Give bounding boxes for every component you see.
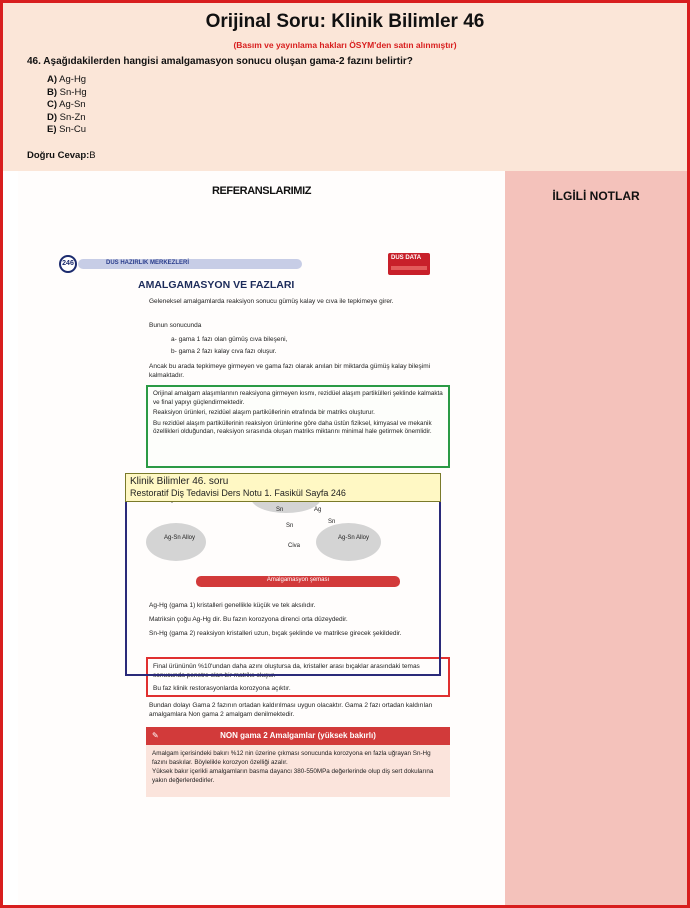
highlight-note bbox=[125, 473, 441, 502]
correct-answer: Doğru Cevap:B bbox=[27, 150, 96, 161]
references-title: REFERANSLARIMIZ bbox=[211, 185, 312, 197]
highlight-outline bbox=[125, 473, 441, 676]
paragraph: Sn-Hg (gama 2) reaksiyon kristalleri uzun, bıçak şeklinde ve matrikse girecek şekildedir. bbox=[149, 630, 402, 637]
page-number: 246 bbox=[59, 255, 77, 273]
nongama-body: Amalgam içerisindeki bakırı %12 nin üzerine çıkması sonucunda korozyona en fazla uğrayan Sn-Hg fazını baskılar. Böylelikle korozyon özelliği azalır. Yüksek bakır içerikli amalgamların basma dayancı 380-550MPa değerlerinde olup diş sert dokularına yakın değerlerdedirler. bbox=[146, 745, 450, 797]
info-box-green: Orijinal amalgam alaşımlarının reaksiyona girmeyen kısmı, rezidüel alaşım partikülleri şeklinde kalmakta ve final yapıyı güçlendirmektedir. Reaksiyon ürünleri, rezidüel alaşım partiküllerinin etrafında bir matriks oluşturur. Bu rezidüel alaşım partiküllerinin reaksiyon ürünlerine göre daha üstün fiziksel, kimyasal ve mekanik özellikleri olduğundan, reaksiyon sırasında oluşan matriks miktarını minimal hale getirmek önemlidir. bbox=[146, 385, 450, 468]
option-c: C) Ag-Sn bbox=[47, 99, 86, 110]
list-item: b- gama 2 fazı kalay cıva fazı oluşur. bbox=[171, 348, 277, 355]
pencil-icon: ✎ bbox=[152, 731, 159, 740]
paragraph: Bundan dolayı Gama 2 fazının ortadan kaldırılması uygun olacaktır. Gama 2 fazı ortadan kaldırılan amalgamlara Non gama 2 amalgam denilmektedir. bbox=[149, 702, 433, 718]
copyright-note: (Basım ve yayınlama hakları ÖSYM'den satın alınmıştır) bbox=[233, 40, 457, 50]
page-header-label: DUS HAZIRLIK MERKEZLERİ bbox=[106, 260, 189, 266]
list-item: a- gama 1 fazı olan gümüş cıva bileşeni, bbox=[171, 336, 288, 343]
question-text: 46. Aşağıdakilerden hangisi amalgamasyon sonucu oluşan gama-2 fazını belirtir? bbox=[27, 56, 413, 67]
option-e: E) Sn-Cu bbox=[47, 124, 87, 135]
paragraph: Geleneksel amalgamlarda reaksiyon sonucu gümüş kalay ve cıva ile tepkimeye girer. bbox=[149, 298, 394, 305]
highlight-source: Restoratif Diş Tedavisi Ders Notu 1. Fasikül Sayfa 246 bbox=[130, 488, 346, 498]
info-box-red: Final ürününün %10'undan daha azını oluştursa da, kristaller arası bıçaklar arasındaki temas sonucunda penetre olan bir matriks oluşur. Bu faz klinik restorasyonlarda korozyona açıktır. bbox=[146, 657, 450, 697]
paragraph: Ancak bu arada tepkimeye girmeyen ve gama fazı olarak anılan bir miktarda gümüş kalay bileşimi kalmaktadır. bbox=[149, 363, 431, 379]
page-title: Orijinal Soru: Klinik Bilimler 46 bbox=[205, 11, 485, 32]
notes-panel bbox=[505, 171, 687, 905]
notes-title: İLGİLİ NOTLAR bbox=[552, 189, 640, 203]
paragraph: Ag-Hg (gama 1) kristalleri genellikle küçük ve tek aksılıdır. bbox=[149, 602, 316, 609]
amalgamation-diagram: Sn Ag Sn Ag-Sn Alloy Ag-Sn Alloy Civa Sn Amalgamasyon şeması bbox=[146, 483, 450, 583]
paragraph: Matriksin çoğu Ag-Hg dir. Bu fazın korozyona direnci orta düzeydedir. bbox=[149, 616, 348, 623]
diagram-caption: Amalgamasyon şeması bbox=[266, 577, 330, 583]
dus-data-logo: DUS DATA bbox=[388, 253, 430, 275]
highlight-title: Klinik Bilimler 46. soru bbox=[130, 476, 229, 487]
option-a: A) Ag-Hg bbox=[47, 74, 87, 85]
paragraph: Bunun sonucunda bbox=[149, 322, 202, 329]
section-title: AMALGAMASYON VE FAZLARI bbox=[138, 279, 295, 291]
options-list bbox=[47, 74, 87, 137]
question-header bbox=[3, 3, 687, 171]
option-d: D) Sn-Zn bbox=[47, 111, 86, 123]
option-b: B) Sn-Hg bbox=[47, 86, 87, 98]
nongama-header: ✎ NON gama 2 Amalgamlar (yüksek bakırlı) bbox=[146, 727, 450, 745]
